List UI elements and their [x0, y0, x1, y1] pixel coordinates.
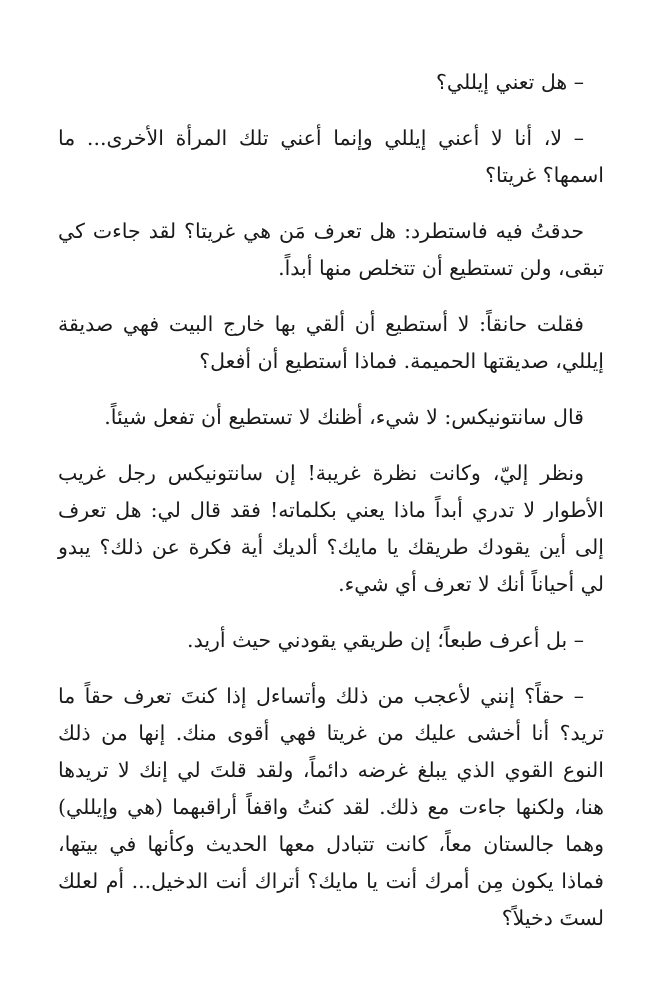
- paragraph-2: – لا، أنا لا أعني إيللي وإنما أعني تلك المرأة الأخرى... ما اسمها؟ غريتا؟: [58, 126, 604, 187]
- book-page-text: [58, 64, 604, 937]
- paragraph-1: – هل تعني إيللي؟: [436, 70, 584, 94]
- paragraph-8: – حقاً؟ إنني لأعجب من ذلك وأتساءل إذا كنتَ تعرف حقاً ما تريد؟ أنا أخشى عليك من غريتا فهي أقوى منك. إنها من ذلك النوع القوي الذي يبلغ غرضه دائماً، ولقد قلتَ لي إنك لا تريدها هنا، ولكنها جاءت مع ذلك. لقد كنتُ واقفاً أراقبهما (هي وإيللي) وهما جالستان معاً، كانت تتبادل معها الحديث وكأنها في بيتها، فماذا يكون مِن أمرك أنت يا مايك؟ أتراك أنت الدخيل... أم لعلك لستَ دخيلاً؟: [58, 684, 604, 930]
- paragraph-4: فقلت حانقاً: لا أستطيع أن ألقي بها خارج البيت فهي صديقة إيللي، صديقتها الحميمة. فماذا أستطيع أن أفعل؟: [58, 312, 604, 373]
- paragraph-5: قال سانتونيكس: لا شيء، أظنك لا تستطيع أن تفعل شيئاً.: [104, 405, 584, 429]
- paragraph-7: – بل أعرف طبعاً؛ إن طريقي يقودني حيث أريد.: [187, 628, 584, 652]
- paragraph-6: ونظر إليّ، وكانت نظرة غريبة! إن سانتونيكس رجل غريب الأطوار لا تدري أبداً ماذا يعني بكلماته! فقد قال لي: هل تعرف إلى أين يقودك طريقك يا مايك؟ ألديك أية فكرة عن ذلك؟ يبدو لي أحياناً أنك لا تعرف أي شيء.: [58, 461, 604, 596]
- paragraph-3: حدقتُ فيه فاستطرد: هل تعرف مَن هي غريتا؟ لقد جاءت كي تبقى، ولن تستطيع أن تتخلص منها أبداً.: [58, 219, 604, 280]
